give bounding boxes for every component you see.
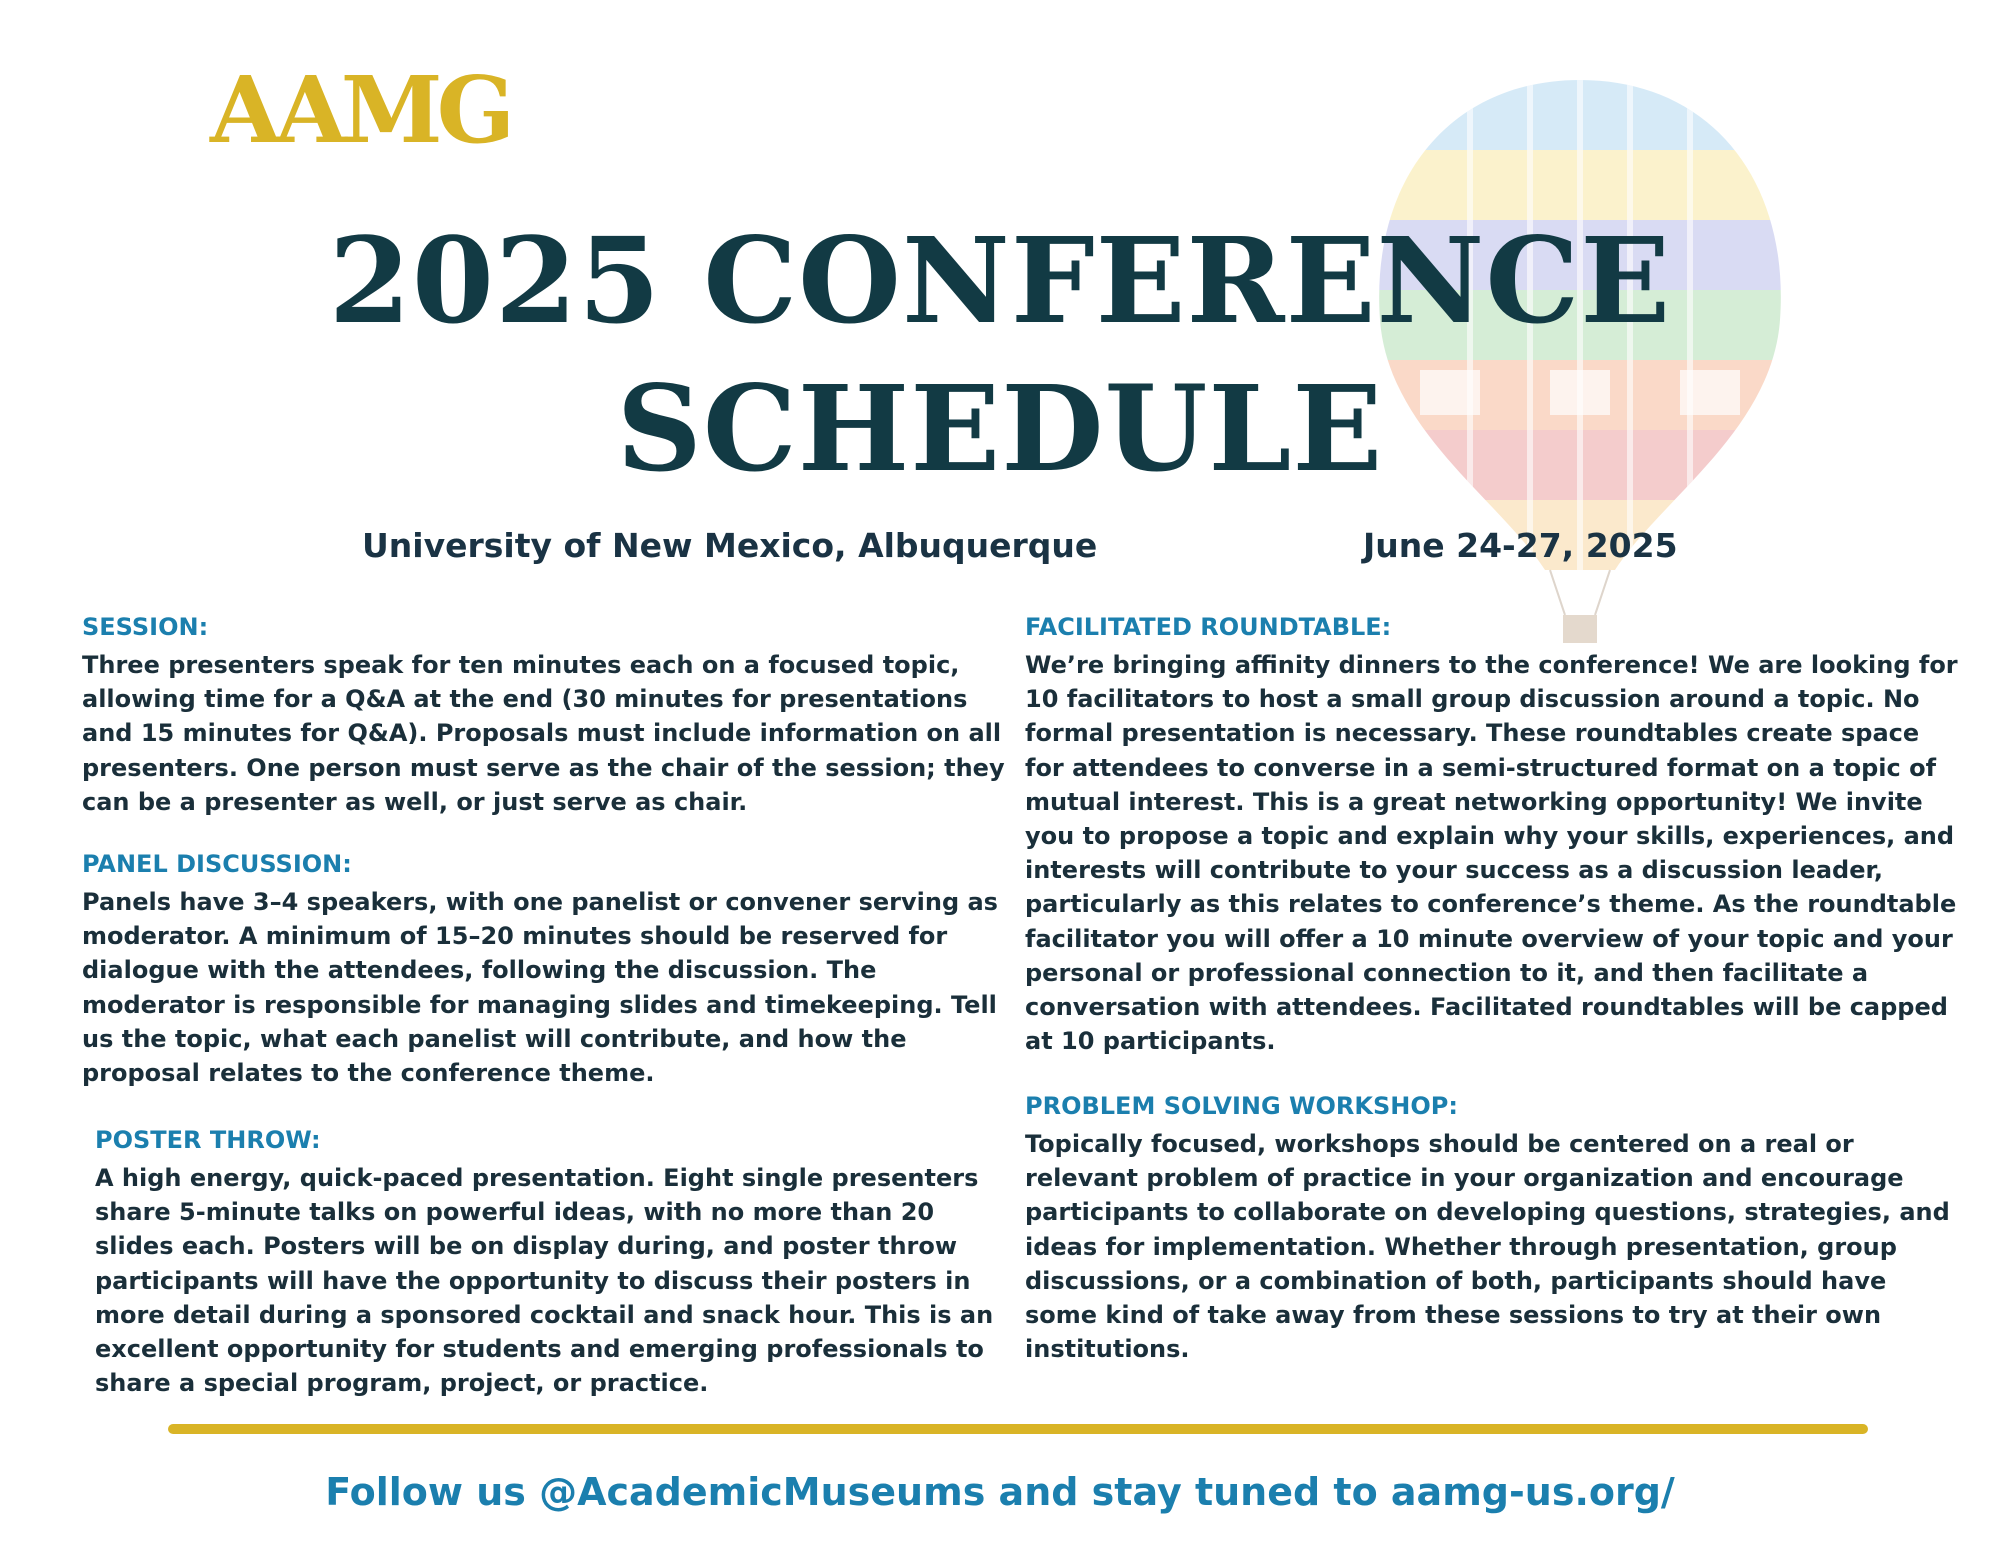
roundtable-body: We’re bringing affinity dinners to the conference! We are looking for 10 facilitators to host a small group discussion around a topic. No formal presentation is necessary. These roundtables create space for attendees to converse in a semi-structured format on a topic of mutual interest. This is a great networking opportunity! We invite you to propose a topic and explain why your skills, experiences, and interests will contribute to your success as a discussion leader, particularly as this relates to conference’s theme. As the roundtable facilitator you will offer a 10 minute overview of your topic and your personal or professional connection to it, and then facilitate a conversation with attendees. Facilitated roundtables will be capped at 10 participants. <box>1025 651 1958 1056</box>
roundtable-heading: FACILITATED ROUNDTABLE: <box>1025 613 1392 641</box>
conference-dates: June 24-27, 2025 <box>1363 526 1678 565</box>
page-title-line2: SCHEDULE <box>616 359 1384 498</box>
workshop-heading: PROBLEM SOLVING WORKSHOP: <box>1025 1092 1458 1120</box>
divider <box>168 1424 1868 1434</box>
footer-text: Follow us @AcademicMuseums and stay tuned to aamg-us.org/ <box>325 1470 1675 1514</box>
session-heading: SESSION: <box>82 613 209 641</box>
aamg-logo <box>205 50 525 180</box>
roundtable-section <box>1025 610 1965 1058</box>
conference-location: University of New Mexico, Albuquerque <box>362 526 1098 565</box>
svg-text:AAMG: AAMG <box>210 56 510 164</box>
panel-heading: PANEL DISCUSSION: <box>82 850 352 878</box>
panel-body: Panels have 3–4 speakers, with one panelist or convener serving as moderator. A minimum of 15–20 minutes should be reserved for dialogue with the attendees, following the discussion. The moderator is responsible for managing slides and timekeeping. Tell us the topic, what each panelist will contribute, and how the proposal relates to the conference theme. <box>82 888 998 1088</box>
page-title: 2025 CONFERENCE <box>328 211 1672 350</box>
poster-section <box>95 1123 1015 1400</box>
panel-section <box>82 847 1022 1090</box>
workshop-body: Topically focused, workshops should be centered on a real or relevant problem of practice in your organization and encourage participants to collaborate on developing questions, strategies, and ideas for implementation. Whether through presentation, group discussions, or a combination of both, participants should have some kind of take away from these sessions to try at their own institutions. <box>1025 1130 1950 1364</box>
workshop-section <box>1025 1089 1965 1366</box>
poster-body: A high energy, quick-paced presentation. Eight single presenters share 5-minute talks on powerful ideas, with no more than 20 slides each. Posters will be on display during, and poster throw participants will have the opportunity to discuss their posters in more detail during a sponsored cocktail and snack hour. This is an excellent opportunity for students and emerging professionals to share a special program, project, or practice. <box>95 1164 994 1398</box>
poster-heading: POSTER THROW: <box>95 1126 321 1154</box>
session-section <box>82 610 1022 819</box>
session-body: Three presenters speak for ten minutes each on a focused topic, allowing time for a Q&A at the end (30 minutes for presentations and 15 minutes for Q&A). Proposals must include information on all presenters. One person must serve as the chair of the session; they can be a presenter as well, or just serve as chair. <box>82 651 1005 816</box>
